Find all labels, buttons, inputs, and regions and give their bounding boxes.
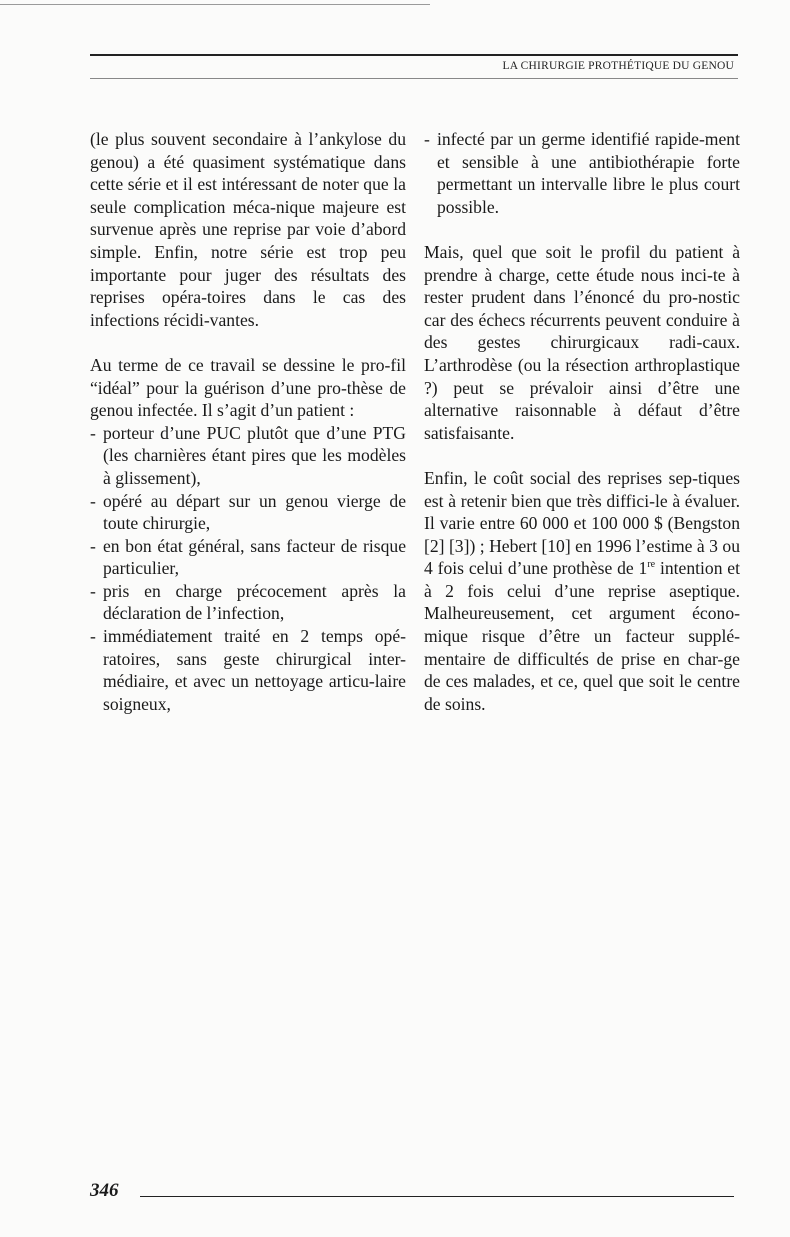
header-rule: [90, 54, 738, 56]
left-paragraph-1: (le plus souvent secondaire à l’ankylose du genou) a été quasiment systématique dans cette série et il est intéressant de noter que la seule complication méca-nique majeure est survenue après une reprise par voie d’abord simple. Enfin, notre série est trop peu importante pour juger des résultats des reprises opéra-toires dans le cas des infections récidi-vantes.: [90, 129, 406, 330]
footer-rule: [140, 1196, 734, 1197]
list-item: - opéré au départ sur un genou vierge de toute chirurgie,: [90, 490, 406, 535]
list-item: - en bon état général, sans facteur de risque particulier,: [90, 535, 406, 580]
header-rule-bottom: [90, 78, 738, 79]
top-edge-rule: [0, 4, 430, 5]
running-title: LA CHIRURGIE PROTHÉTIQUE DU GENOU: [502, 60, 734, 72]
left-column: [90, 128, 406, 715]
right-paragraph-2: [424, 467, 740, 716]
right-column: [424, 128, 740, 715]
list-item: - infecté par un germe identifié rapide-ment et sensible à une antibiothérapie forte permettant un intervalle libre le plus court possible.: [424, 128, 740, 218]
list-item: - pris en charge précocement après la déclaration de l’infection,: [90, 580, 406, 625]
list-item: - immédiatement traité en 2 temps opé-ratoires, sans geste chirurgical inter-médiaire, et avec un nettoyage articu-laire soigneux,: [90, 625, 406, 715]
paragraph-text: intention et à 2 fois celui d’une reprise aseptique. Malheureusement, cet argument écono-mique risque d’être un facteur supplé-mentaire de difficultés de prise en char-ge de ces malades, et ce, quel que soit le centre de soins.: [424, 558, 740, 714]
list-item: - porteur d’une PUC plutôt que d’une PTG (les charnières étant pires que les modèles à glissement),: [90, 422, 406, 490]
ideal-profile-list: [90, 422, 406, 716]
left-paragraph-2: Au terme de ce travail se dessine le pro-fil “idéal” pour la guérison d’une pro-thèse de genou infectée. Il s’agit d’un patient :: [90, 354, 406, 421]
paragraph-text: Enfin, le coût social des reprises sep-tiques est à retenir bien que très diffici-le à évaluer. Il varie entre 60 000 et 100 000 $ (Bengston [2] [3]) ; Hebert [10] en 1996 l’estime à 3 ou 4 fois celui d’une prothèse de 1: [424, 467, 740, 579]
right-paragraph-1: Mais, quel que soit le profil du patient à prendre à charge, cette étude nous inci-te à rester prudent dans l’énoncé du pro-nostic car des échecs récurrents peuvent conduire à des gestes chirurgicaux radi-caux. L’arthrodèse (ou la résection arthroplastique ?) peut se prévaloir ainsi d’être une alternative raisonnable à défaut d’être satisfaisante.: [424, 241, 740, 443]
superscript: re: [647, 559, 656, 571]
ideal-profile-list-continued: [424, 128, 740, 218]
page-number: 346: [90, 1180, 119, 1201]
